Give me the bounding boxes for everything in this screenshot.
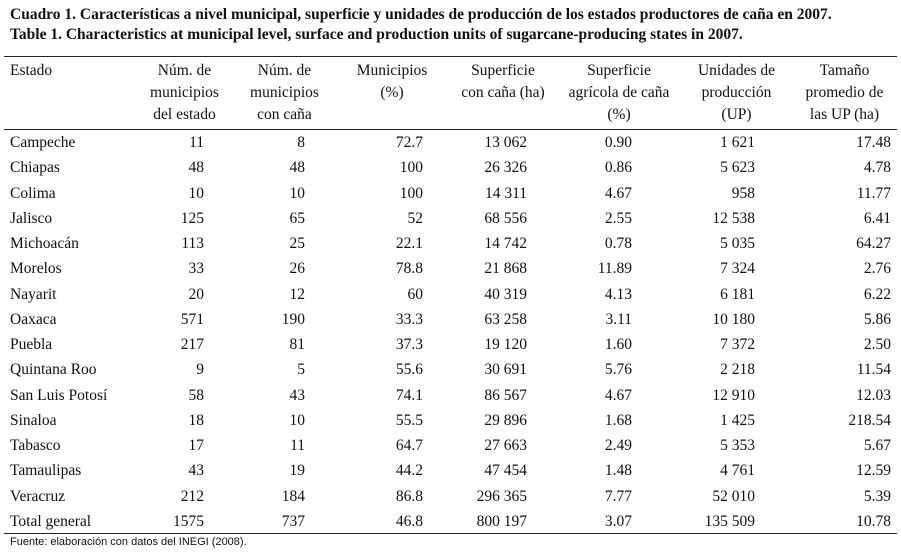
value-cell: 26 <box>289 260 305 278</box>
value-cell: 7 324 <box>720 260 755 278</box>
value-cell: 113 <box>181 235 204 252</box>
header-row <box>4 60 897 128</box>
value-cell: 100 <box>399 184 423 202</box>
value-cell: 3.07 <box>604 512 632 530</box>
value-cell: 4.67 <box>604 184 632 202</box>
table-row <box>4 155 897 180</box>
value-cell: 10 180 <box>712 310 755 328</box>
value-cell: 86.8 <box>395 487 423 505</box>
state-name-cell: Morelos <box>10 260 62 278</box>
value-cell: 30 691 <box>484 361 527 379</box>
table-row <box>4 433 897 458</box>
value-cell: 2.76 <box>863 260 891 278</box>
value-cell: 571 <box>180 310 204 328</box>
value-cell: 14 742 <box>484 235 527 252</box>
value-cell: 4.13 <box>604 285 632 303</box>
value-cell: 17.48 <box>856 134 891 151</box>
value-cell: 19 <box>289 462 305 480</box>
header-line: producción <box>701 84 772 101</box>
value-cell: 5.76 <box>604 361 632 379</box>
value-cell: 33 <box>188 260 204 278</box>
value-cell: 55.6 <box>395 361 423 379</box>
value-cell: 5 035 <box>720 235 755 252</box>
top-rule <box>4 56 897 57</box>
value-cell: 1.60 <box>604 336 632 353</box>
table-row <box>4 307 897 332</box>
value-cell: 6 181 <box>720 285 755 303</box>
header-line: (UP) <box>721 106 752 123</box>
value-cell: 65 <box>289 209 305 227</box>
value-cell: 33.3 <box>395 310 423 328</box>
value-cell: 1.68 <box>604 411 632 429</box>
value-cell: 43 <box>188 462 204 480</box>
header-line: municipios <box>150 84 219 101</box>
value-cell: 5 623 <box>720 159 755 177</box>
table-row <box>4 383 897 408</box>
value-cell: 218.54 <box>848 411 891 429</box>
value-cell: 800 197 <box>476 512 527 530</box>
header-line: las UP (ha) <box>809 106 880 123</box>
value-cell: 52 010 <box>712 487 755 505</box>
value-cell: 5 353 <box>720 437 755 454</box>
value-cell: 20 <box>188 285 204 303</box>
value-cell: 4.67 <box>604 386 632 404</box>
value-cell: 0.90 <box>604 134 632 151</box>
table-body <box>4 128 897 534</box>
value-cell: 21 868 <box>484 260 527 278</box>
state-name-cell: Puebla <box>10 336 53 353</box>
state-name-cell: Michoacán <box>10 235 79 252</box>
total-row <box>4 509 897 534</box>
value-cell: 64.7 <box>395 437 423 454</box>
value-cell: 44.2 <box>395 462 423 480</box>
value-cell: 296 365 <box>476 487 527 505</box>
table-row <box>4 128 897 155</box>
state-name-cell: Veracruz <box>10 487 66 505</box>
header-line: con caña (ha) <box>461 84 545 101</box>
value-cell: 184 <box>281 487 305 505</box>
value-cell: 52 <box>407 209 423 227</box>
header-num-municipios-cana <box>234 60 335 128</box>
state-name-cell: San Luis Potosí <box>10 386 108 404</box>
value-cell: 135 509 <box>704 512 755 530</box>
value-cell: 18 <box>188 411 204 429</box>
value-cell: 47 454 <box>484 462 527 480</box>
value-cell: 0.86 <box>604 159 632 177</box>
value-cell: 4 761 <box>720 462 755 480</box>
value-cell: 78.8 <box>395 260 423 278</box>
value-cell: 72.7 <box>395 134 423 151</box>
caption-spanish: Cuadro 1. Características a nivel municipal, superficie y unidades de producción de los estados productores de caña en 2007. <box>10 6 832 23</box>
value-cell: 12.03 <box>856 386 891 404</box>
value-cell: 5 <box>297 361 305 379</box>
header-line: Superficie <box>471 62 535 79</box>
table-row <box>4 458 897 483</box>
value-cell: 12 538 <box>712 209 755 227</box>
value-cell: 58 <box>188 386 204 404</box>
value-cell: 11 <box>290 437 305 454</box>
value-cell: 60 <box>407 285 423 303</box>
table-row <box>4 357 897 382</box>
value-cell: 10.78 <box>856 512 891 530</box>
value-cell: 55.5 <box>395 411 423 429</box>
header-line: con caña <box>257 106 312 123</box>
value-cell: 2 218 <box>720 361 755 379</box>
table-row <box>4 181 897 206</box>
value-cell: 25 <box>289 235 305 252</box>
value-cell: 11.77 <box>856 184 891 202</box>
header-municipios-pct <box>335 60 449 128</box>
header-line: (%) <box>380 84 404 101</box>
value-cell: 29 896 <box>484 411 527 429</box>
value-cell: 2.49 <box>604 437 632 454</box>
value-cell: 74.1 <box>395 386 423 404</box>
value-cell: 13 062 <box>484 134 527 151</box>
value-cell: 43 <box>289 386 305 404</box>
value-cell: 190 <box>281 310 305 328</box>
value-cell: 64.27 <box>856 235 891 252</box>
header-estado <box>4 60 135 128</box>
state-name-cell: Sinaloa <box>10 411 57 429</box>
value-cell: 63 258 <box>484 310 527 328</box>
table-row <box>4 206 897 231</box>
header-line: agrícola de caña <box>568 84 670 101</box>
header-line: Superficie <box>587 62 651 79</box>
value-cell: 37.3 <box>395 336 423 353</box>
state-name-cell: Campeche <box>10 134 76 151</box>
value-cell: 958 <box>731 184 755 202</box>
value-cell: 5.86 <box>863 310 891 328</box>
header-unidades-produccion <box>681 60 792 128</box>
state-name-cell: Jalisco <box>10 209 53 227</box>
value-cell: 11.89 <box>597 260 632 278</box>
value-cell: 1.48 <box>604 462 632 480</box>
value-cell: 10 <box>289 184 305 202</box>
value-cell: 40 319 <box>484 285 527 303</box>
value-cell: 100 <box>399 159 423 177</box>
value-cell: 12 <box>289 285 305 303</box>
header-line: Tamaño <box>819 62 870 79</box>
caption-english: Table 1. Characteristics at municipal level, surface and production units of sugarcane-producing states in 2007. <box>10 26 743 43</box>
value-cell: 7.77 <box>604 487 632 505</box>
value-cell: 7 372 <box>720 336 755 353</box>
table-row <box>4 332 897 357</box>
table-row <box>4 231 897 256</box>
value-cell: 125 <box>180 209 204 227</box>
state-name-cell: Quintana Roo <box>10 361 97 379</box>
table-caption <box>10 5 895 45</box>
value-cell: 68 556 <box>484 209 527 227</box>
header-line: Municipios <box>356 62 428 79</box>
header-line: municipios <box>250 84 319 101</box>
header-superficie-cana <box>449 60 557 128</box>
value-cell: 46.8 <box>395 512 423 530</box>
value-cell: 10 <box>289 411 305 429</box>
state-name-cell: Total general <box>10 512 92 530</box>
source-note: Fuente: elaboración con datos del INEGI (2008). <box>10 536 247 548</box>
data-table <box>4 60 897 534</box>
value-cell: 5.67 <box>863 437 891 454</box>
header-superficie-agricola-pct <box>557 60 681 128</box>
value-cell: 14 311 <box>484 184 527 202</box>
state-name-cell: Tabasco <box>10 437 61 454</box>
value-cell: 26 326 <box>484 159 527 177</box>
value-cell: 0.78 <box>604 235 632 252</box>
value-cell: 2.50 <box>863 336 891 353</box>
state-name-cell: Nayarit <box>10 285 57 303</box>
value-cell: 11.54 <box>856 361 891 379</box>
value-cell: 3.11 <box>605 310 632 328</box>
value-cell: 48 <box>289 159 305 177</box>
header-num-municipios-estado <box>135 60 234 128</box>
value-cell: 27 663 <box>484 437 527 454</box>
value-cell: 5.39 <box>863 487 891 505</box>
value-cell: 19 120 <box>484 336 527 353</box>
value-cell: 86 567 <box>484 386 527 404</box>
value-cell: 4.78 <box>863 159 891 177</box>
value-cell: 12.59 <box>856 462 891 480</box>
state-name-cell: Chiapas <box>10 159 60 177</box>
header-line: del estado <box>153 106 216 123</box>
value-cell: 10 <box>188 184 204 202</box>
value-cell: 737 <box>281 512 305 530</box>
value-cell: 11 <box>189 134 204 151</box>
header-line: (%) <box>607 106 631 123</box>
value-cell: 212 <box>180 487 204 505</box>
value-cell: 6.41 <box>863 209 891 227</box>
state-name-cell: Tamaulipas <box>10 462 82 480</box>
table-row <box>4 484 897 509</box>
table-row <box>4 282 897 307</box>
value-cell: 2.55 <box>604 209 632 227</box>
header-line: promedio de <box>805 84 884 101</box>
header-tamano-promedio <box>792 60 897 128</box>
value-cell: 217 <box>180 336 204 353</box>
table-row <box>4 256 897 281</box>
value-cell: 1575 <box>173 512 204 530</box>
header-line: Unidades de <box>697 62 776 79</box>
value-cell: 22.1 <box>395 235 423 252</box>
value-cell: 1 621 <box>720 134 755 151</box>
header-line: Núm. de <box>157 62 212 79</box>
value-cell: 8 <box>297 134 305 151</box>
table-row <box>4 408 897 433</box>
value-cell: 6.22 <box>863 285 891 303</box>
header-line: Estado <box>10 62 53 79</box>
value-cell: 1 425 <box>720 411 755 429</box>
value-cell: 12 910 <box>712 386 755 404</box>
value-cell: 81 <box>289 336 305 353</box>
state-name-cell: Oaxaca <box>10 310 57 328</box>
value-cell: 48 <box>188 159 204 177</box>
state-name-cell: Colima <box>10 184 56 202</box>
value-cell: 9 <box>196 361 204 379</box>
value-cell: 17 <box>188 437 204 454</box>
header-line: Núm. de <box>257 62 312 79</box>
